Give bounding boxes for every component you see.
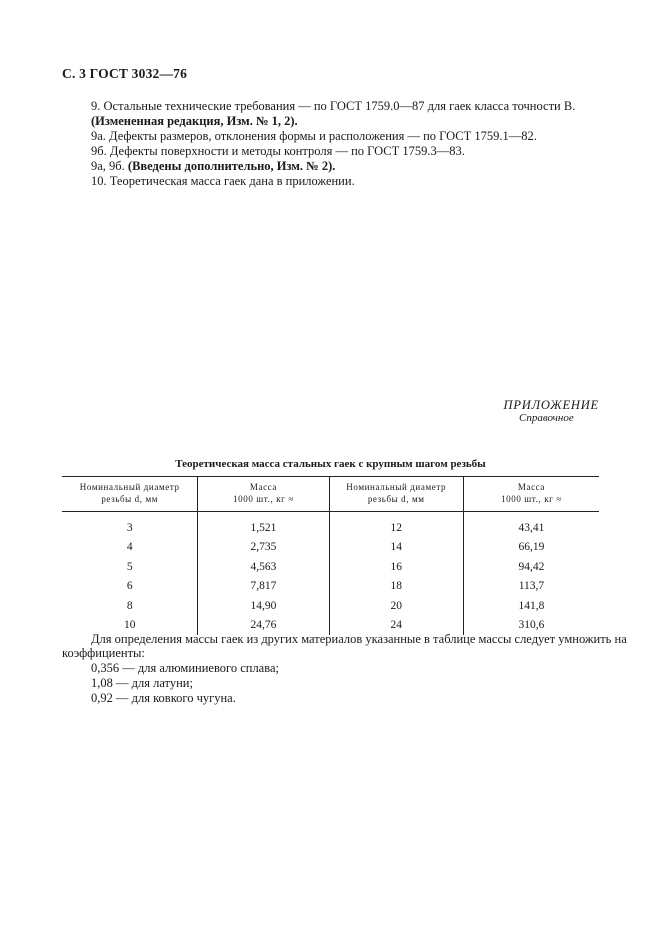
table-cell: 2,735 [198,538,329,558]
table-cell: 3 [126,521,133,534]
table-cell: 6 [126,580,133,593]
table-cell: 20 [329,596,463,616]
table-row [62,538,599,558]
paragraph-10: 10. Теоретическая масса гаек дана в приложении. [91,174,355,188]
table-title: Теоретическая масса стальных гаек с крупным шагом резьбы [175,458,486,470]
table-cell: 4 [126,541,133,554]
table-row [62,577,599,597]
table-cell: 12 [329,512,463,538]
column-header-mass: Масса 1000 шт., кг ≈ [198,477,329,512]
table-cell: 16 [329,557,463,577]
paragraph-9b: 9б. Дефекты поверхности и методы контроля — по ГОСТ 1759.3—83. [91,144,465,158]
paragraph-9ab-prefix: 9а, 9б. [91,159,125,173]
coefficient-brass: 1,08 — для латуни; [91,676,193,690]
table-cell: 8 [126,599,133,612]
table-cell: 310,6 [463,616,599,636]
note-line-2: коэффициенты: [62,646,145,660]
table-row [62,512,599,538]
coefficient-cast-iron: 0,92 — для ковкого чугуна. [91,691,236,705]
column-header-diameter: Номинальный диаметр резьбы d, мм [329,477,463,512]
appendix-subtitle: Справочное [519,412,574,424]
table-cell: 24,76 [198,616,329,636]
column-header-diameter: Номинальный диаметр резьбы d, мм [62,477,198,512]
column-header-mass: Масса 1000 шт., кг ≈ [463,477,599,512]
table-cell: 10 [123,619,136,632]
note-line-1: Для определения массы гаек из других материалов указанные в таблице массы следует умножить на [91,632,627,646]
table-cell: 66,19 [463,538,599,558]
coefficient-aluminum: 0,356 — для алюминиевого сплава; [91,661,279,675]
paragraph-9ab-note [91,159,335,174]
paragraph-9a: 9а. Дефекты размеров, отклонения формы и расположения — по ГОСТ 1759.1—82. [91,129,537,143]
table-cell: 18 [329,577,463,597]
table-cell: 1,521 [198,512,329,538]
table-cell: 14 [329,538,463,558]
table-cell: 94,42 [463,557,599,577]
table-row [62,557,599,577]
paragraph-9-amendment: (Измененная редакция, Изм. № 1, 2). [91,114,298,128]
table-cell: 113,7 [463,577,599,597]
mass-table [62,476,599,635]
page-header: С. 3 ГОСТ 3032—76 [62,66,188,81]
table-cell: 7,817 [198,577,329,597]
table-header-row [62,477,599,512]
table-cell: 24 [329,616,463,636]
table-cell: 141,8 [463,596,599,616]
table-cell: 14,90 [198,596,329,616]
table-cell: 4,563 [198,557,329,577]
paragraph-9: 9. Остальные технические требования — по ГОСТ 1759.0—87 для гаек класса точности В. [91,99,576,113]
appendix-title: ПРИЛОЖЕНИЕ [503,398,599,412]
table-row [62,596,599,616]
table-cell: 5 [126,560,133,573]
paragraph-9ab-bold: (Введены дополнительно, Изм. № 2). [127,159,336,173]
table-cell: 43,41 [463,512,599,538]
